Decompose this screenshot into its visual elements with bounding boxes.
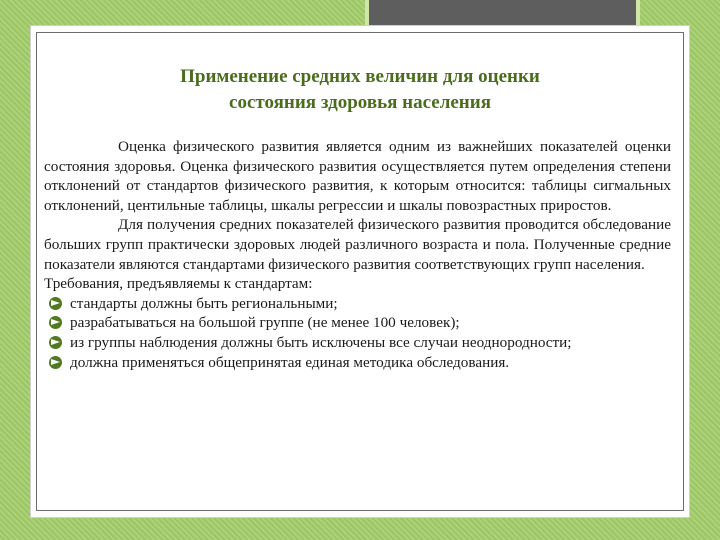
- requirement-text: стандарты должны быть региональными;: [70, 294, 338, 312]
- slide-title-line-2: состояния здоровья населения: [229, 92, 491, 113]
- requirements-intro: Требования, предъявляемы к стандартам:: [44, 275, 313, 293]
- requirement-item: [44, 353, 671, 373]
- slide-body: [44, 137, 671, 372]
- arrow-circle-icon: [49, 356, 62, 369]
- requirement-text: должна применяться общепринятая единая методика обследования.: [70, 353, 510, 371]
- paragraph-standards: Для получения средних показателей физического развития проводится обследование больших групп практически здоровых людей различного возраста и пола. Полученные средние показатели являются стандартами физического развития соответствующих групп населения.: [44, 216, 671, 273]
- requirement-item: [44, 313, 671, 333]
- slide-title-line-1: Применение средних величин для оценки: [180, 66, 540, 87]
- requirement-text: из группы наблюдения должны быть исключены все случаи неоднородности;: [70, 333, 572, 351]
- paragraph-assessment: Оценка физического развития является одним из важнейших показателей оценки состояния здоровья. Оценка физического развития осуществляется путем определения степени отклонений от стандартов физического развития, к которым относится: таблицы сигмальных отклонений, центильные таблицы, шкалы регрессии и шкалы повозрастных приростов.: [44, 138, 671, 214]
- slide-title: [36, 64, 684, 116]
- arrow-circle-icon: [49, 316, 62, 329]
- arrow-circle-icon: [49, 297, 62, 310]
- requirements-list: [44, 294, 671, 372]
- requirement-item: [44, 294, 671, 314]
- arrow-circle-icon: [49, 336, 62, 349]
- requirement-text: разрабатываться на большой группе (не менее 100 человек);: [70, 314, 460, 332]
- requirement-item: [44, 333, 671, 353]
